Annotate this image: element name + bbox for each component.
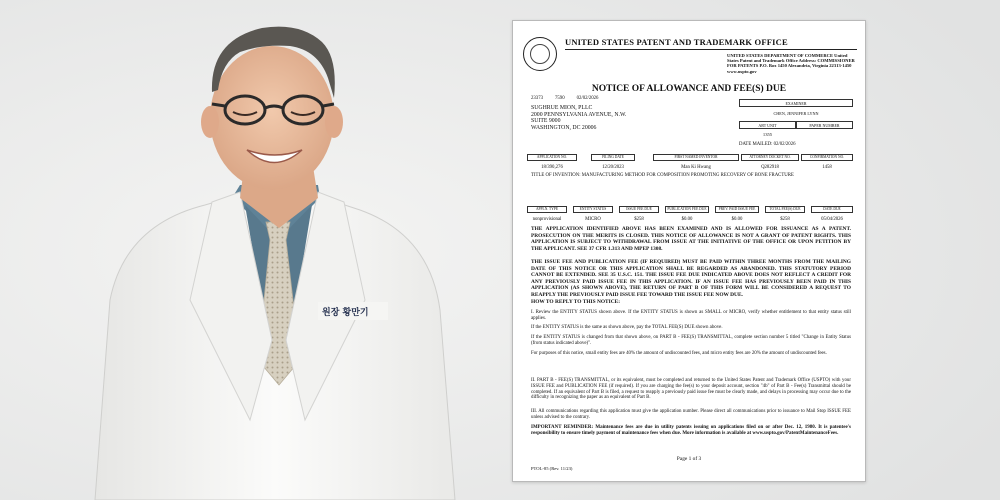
fee-value: $0.00 bbox=[681, 217, 693, 222]
art-unit-label: ART UNIT bbox=[739, 121, 796, 129]
paper-number-label: PAPER NUMBER bbox=[796, 121, 853, 129]
reply-item-1: I. Review the ENTITY STATUS shown above. If the ENTITY STATUS is shown as SMALL or MICRO, verify whether entitlement to that entity status still applies. bbox=[531, 310, 851, 321]
address-customer-no: 23373 bbox=[531, 96, 543, 101]
app-header: FILING DATE bbox=[591, 154, 635, 161]
left-ear bbox=[201, 106, 219, 138]
reply-item-1b: If the ENTITY STATUS is the same as shown above, pay the TOTAL FEE(S) DUE shown above. bbox=[531, 325, 723, 330]
app-value: Q282918 bbox=[761, 165, 779, 170]
fee-header: ENTITY STATUS bbox=[573, 206, 613, 213]
app-header: ATTORNEY DOCKET NO. bbox=[741, 154, 799, 161]
allowance-paragraph: THE APPLICATION IDENTIFIED ABOVE HAS BEEN EXAMINED AND IS ALLOWED FOR ISSUANCE AS A PATENT. PROSECUTION ON THE MERITS IS CLOSED. THIS NOTICE OF ALLOWANCE IS NOT A GRANT OF PATENT RIGHTS. THIS APPLICATION IS SUBJECT TO WITHDRAWAL FROM ISSUE AT THE INITIATIVE OF THE OFFICE OR UPON PETITION BY THE APPLICANT. SEE 37 CFR 1.313 AND MPEP 1308. bbox=[531, 226, 851, 252]
reply-item-1d: For purposes of this notice, small entity fees are 40% the amount of undiscounted fees, and micro entity fees are 20% the amount of undiscounted fees. bbox=[531, 351, 827, 356]
page-number: Page 1 of 3 bbox=[676, 456, 702, 462]
fee-header: DATE DUE bbox=[811, 206, 853, 213]
fee-value: 05/04/2026 bbox=[821, 217, 843, 222]
notice-document bbox=[512, 20, 866, 482]
form-id: PTOL-85 (Rev. 11/23) bbox=[531, 466, 573, 471]
application-table bbox=[527, 154, 853, 170]
fee-value: $258 bbox=[780, 217, 790, 222]
app-header: APPLICATION NO. bbox=[527, 154, 577, 161]
app-value: Man Ki Hwang bbox=[681, 165, 711, 170]
agency-title: UNITED STATES PATENT AND TRADEMARK OFFICE bbox=[565, 37, 788, 47]
fee-header: ISSUE FEE DUE bbox=[619, 206, 659, 213]
app-header: CONFIRMATION NO. bbox=[801, 154, 853, 161]
uspto-seal-icon bbox=[523, 37, 557, 71]
fee-header: APPLN. TYPE bbox=[527, 206, 567, 213]
fee-value: $0.00 bbox=[731, 217, 743, 222]
fee-value: MICRO bbox=[585, 217, 601, 222]
fee-header: PUBLICATION FEE DUE bbox=[665, 206, 709, 213]
reply-item-2: II. PART B - FEE(S) TRANSMITTAL, or its equivalent, must be completed and returned to the United States Patent and Trademark Office (USPTO) with your ISSUE FEE and PUBLICATION FEE (if required). If you are charging the fee(s) to your deposit account, section "4b" of Part B - Fee(s) Transmittal should be completed. If an equivalent of Part B is filed, a request to reapply a previously paid issue fee must be clearly made, and delays in processing may occur due to the difficulty in recognizing the paper as an equivalent of Part B. bbox=[531, 378, 851, 401]
title-rule bbox=[565, 49, 857, 50]
address-code: 7590 bbox=[555, 96, 565, 101]
address-line: WASHINGTON, DC 20006 bbox=[531, 124, 597, 131]
app-value: 18/390,276 bbox=[541, 165, 563, 170]
maintenance-reminder: IMPORTANT REMINDER: Maintenance fees are due in utility patents issuing on applications filed on or after Dec. 12, 1980. It is patentee's responsibility to ensure timely payment of maintenance fees when due. More information is available at www.uspto.gov/PatentMaintenanceFees. bbox=[531, 425, 851, 436]
address-line: SUGHRUE MION, PLLC bbox=[531, 105, 593, 111]
app-value: 12/20/2023 bbox=[602, 165, 624, 170]
date-mailed: DATE MAILED: 02/02/2026 bbox=[739, 142, 796, 147]
app-header: FIRST NAMED INVENTOR bbox=[653, 154, 739, 161]
address-line: 2000 PENNSYLVANIA AVENUE, N.W. bbox=[531, 111, 627, 118]
fee-header: TOTAL FEE(S) DUE bbox=[765, 206, 805, 213]
examiner-label: EXAMINER bbox=[739, 99, 853, 107]
invention-title: TITLE OF INVENTION: MANUFACTURING METHOD FOR COMPOSITION PROMOTING RECOVERY OF BONE FRACTURE bbox=[531, 173, 794, 178]
fee-value: $258 bbox=[634, 217, 644, 222]
address-date: 02/02/2026 bbox=[576, 96, 599, 101]
right-ear bbox=[325, 106, 343, 138]
fee-header: PREV. PAID ISSUE FEE bbox=[715, 206, 759, 213]
how-to-reply-heading: HOW TO REPLY TO THIS NOTICE: bbox=[531, 299, 621, 305]
fee-table bbox=[527, 206, 853, 222]
reply-item-3: III. All communications regarding this application must give the application number. Please direct all communications prior to issuance to Mail Stop ISSUE FEE unless advised to the contrary. bbox=[531, 409, 851, 420]
department-address: UNITED STATES DEPARTMENT OF COMMERCE United States Patent and Trademark Office Address: COMMISSIONER FOR PATENTS P.O. Box 1450 Alexandria, Virginia 22313-1450 www.uspto.gov bbox=[727, 53, 855, 74]
fee-paragraph: THE ISSUE FEE AND PUBLICATION FEE (IF REQUIRED) MUST BE PAID WITHIN THREE MONTHS FROM THE MAILING DATE OF THIS NOTICE OR THIS APPLICATION SHALL BE REGARDED AS ABANDONED. THIS STATUTORY PERIOD CANNOT BE EXTENDED. SEE 35 U.S.C. 151. THE ISSUE FEE DUE INDICATED ABOVE DOES NOT REFLECT A CREDIT FOR ANY PREVIOUSLY PAID ISSUE FEE IN THIS APPLICATION. IF AN ISSUE FEE HAS PREVIOUSLY BEEN PAID IN THIS APPLICATION (AS SHOWN ABOVE), THE RETURN OF PART B OF THIS FORM WILL BE CONSIDERED A REQUEST TO REAPPLY THE PREVIOUSLY PAID ISSUE FEE TOWARD THE ISSUE FEE NOW DUE. bbox=[531, 259, 851, 298]
document-title: NOTICE OF ALLOWANCE AND FEE(S) DUE bbox=[591, 84, 787, 94]
name-badge: 원장 황만기 bbox=[322, 308, 369, 318]
art-unit-value: 1355 bbox=[762, 132, 773, 137]
fee-value: nonprovisional bbox=[532, 217, 562, 222]
app-value: 1458 bbox=[822, 165, 832, 170]
address-line: SUITE 9000 bbox=[531, 118, 561, 125]
address-code-line bbox=[531, 97, 598, 102]
address-block bbox=[531, 105, 721, 131]
examiner-name: CHEN, JENNIFER LYNN bbox=[773, 111, 819, 116]
reply-item-1c: If the ENTITY STATUS is changed from that shown above, on PART B - FEE(S) TRANSMITTAL, complete section number 5 titled "Change in Entity Status (from status indicated above)". bbox=[531, 335, 851, 346]
